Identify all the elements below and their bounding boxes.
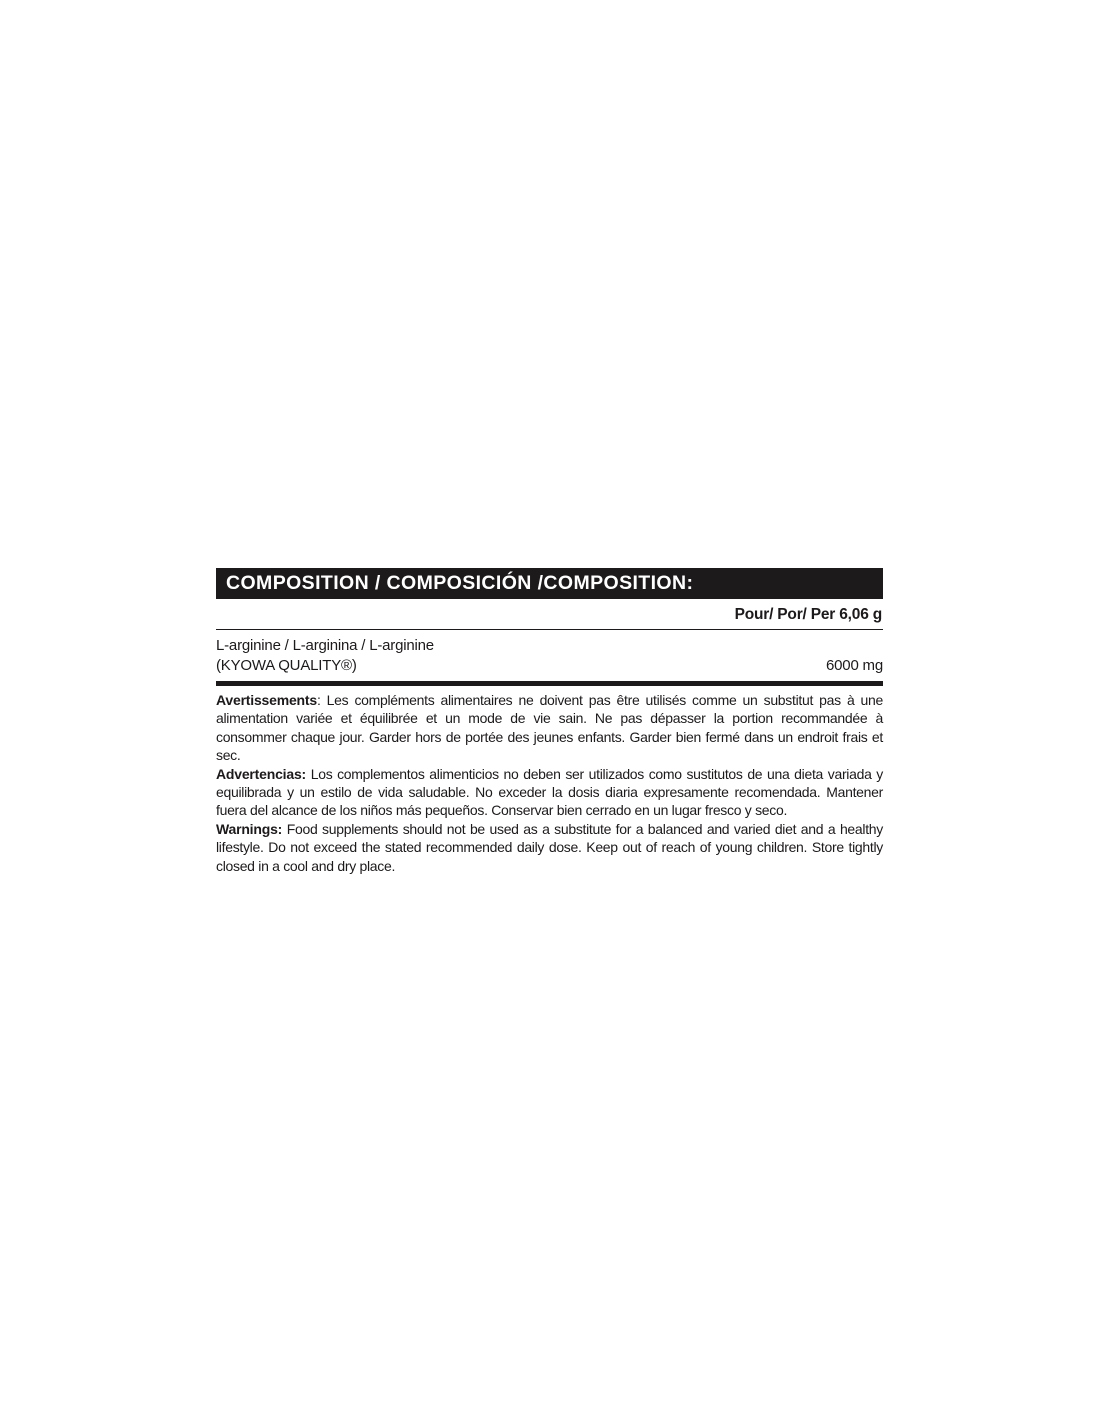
- ingredient-row: [216, 656, 883, 681]
- ingredient-brand: (KYOWA QUALITY®): [216, 657, 357, 674]
- warning-text-fr: : Les compléments alimentaires ne doivent pas être utilisés comme un substitut pas à une alimentation variée et équilibrée et un mode de vie sain. Ne pas dépasser la portion recommandée à consommer chaque jour. Garder hors de portée des jeunes enfants. Garder bien fermé dans un endroit frais et sec.: [216, 692, 883, 764]
- ingredient-amount: 6000 mg: [826, 657, 883, 674]
- warning-text-en: Food supplements should not be used as a substitute for a balanced and varied diet and a healthy lifestyle. Do not exceed the stated recommended daily dose. Keep out of reach of young children. Store tightly closed in a cool and dry place.: [216, 820, 883, 874]
- warning-paragraph-en: [216, 820, 883, 875]
- warning-label-es: Advertencias:: [216, 765, 306, 782]
- warnings-section: [216, 686, 883, 875]
- ingredient-name: L-arginine / L-arginina / L-arginine: [216, 637, 434, 654]
- warning-paragraph-fr: [216, 691, 883, 765]
- composition-label: [216, 568, 883, 875]
- warning-label-en: Warnings:: [216, 820, 283, 837]
- composition-header-bar: COMPOSITION / COMPOSICIÓN /COMPOSITION:: [216, 568, 883, 599]
- serving-size-text: Pour/ Por/ Per 6,06 g: [734, 606, 882, 623]
- warning-paragraph-es: [216, 765, 883, 820]
- warning-label-fr: Avertissements: [216, 692, 317, 708]
- warning-text-es: Los complementos alimenticios no deben ser utilizados como sustitutos de una dieta variada y equilibrada y un estilo de vida saludable. No exceder la dosis diaria expresamente recomendada. Mantener fuera del alcance de los niños más pequeños. Conservar bien cerrado en un lugar fresco y seco.: [216, 765, 883, 819]
